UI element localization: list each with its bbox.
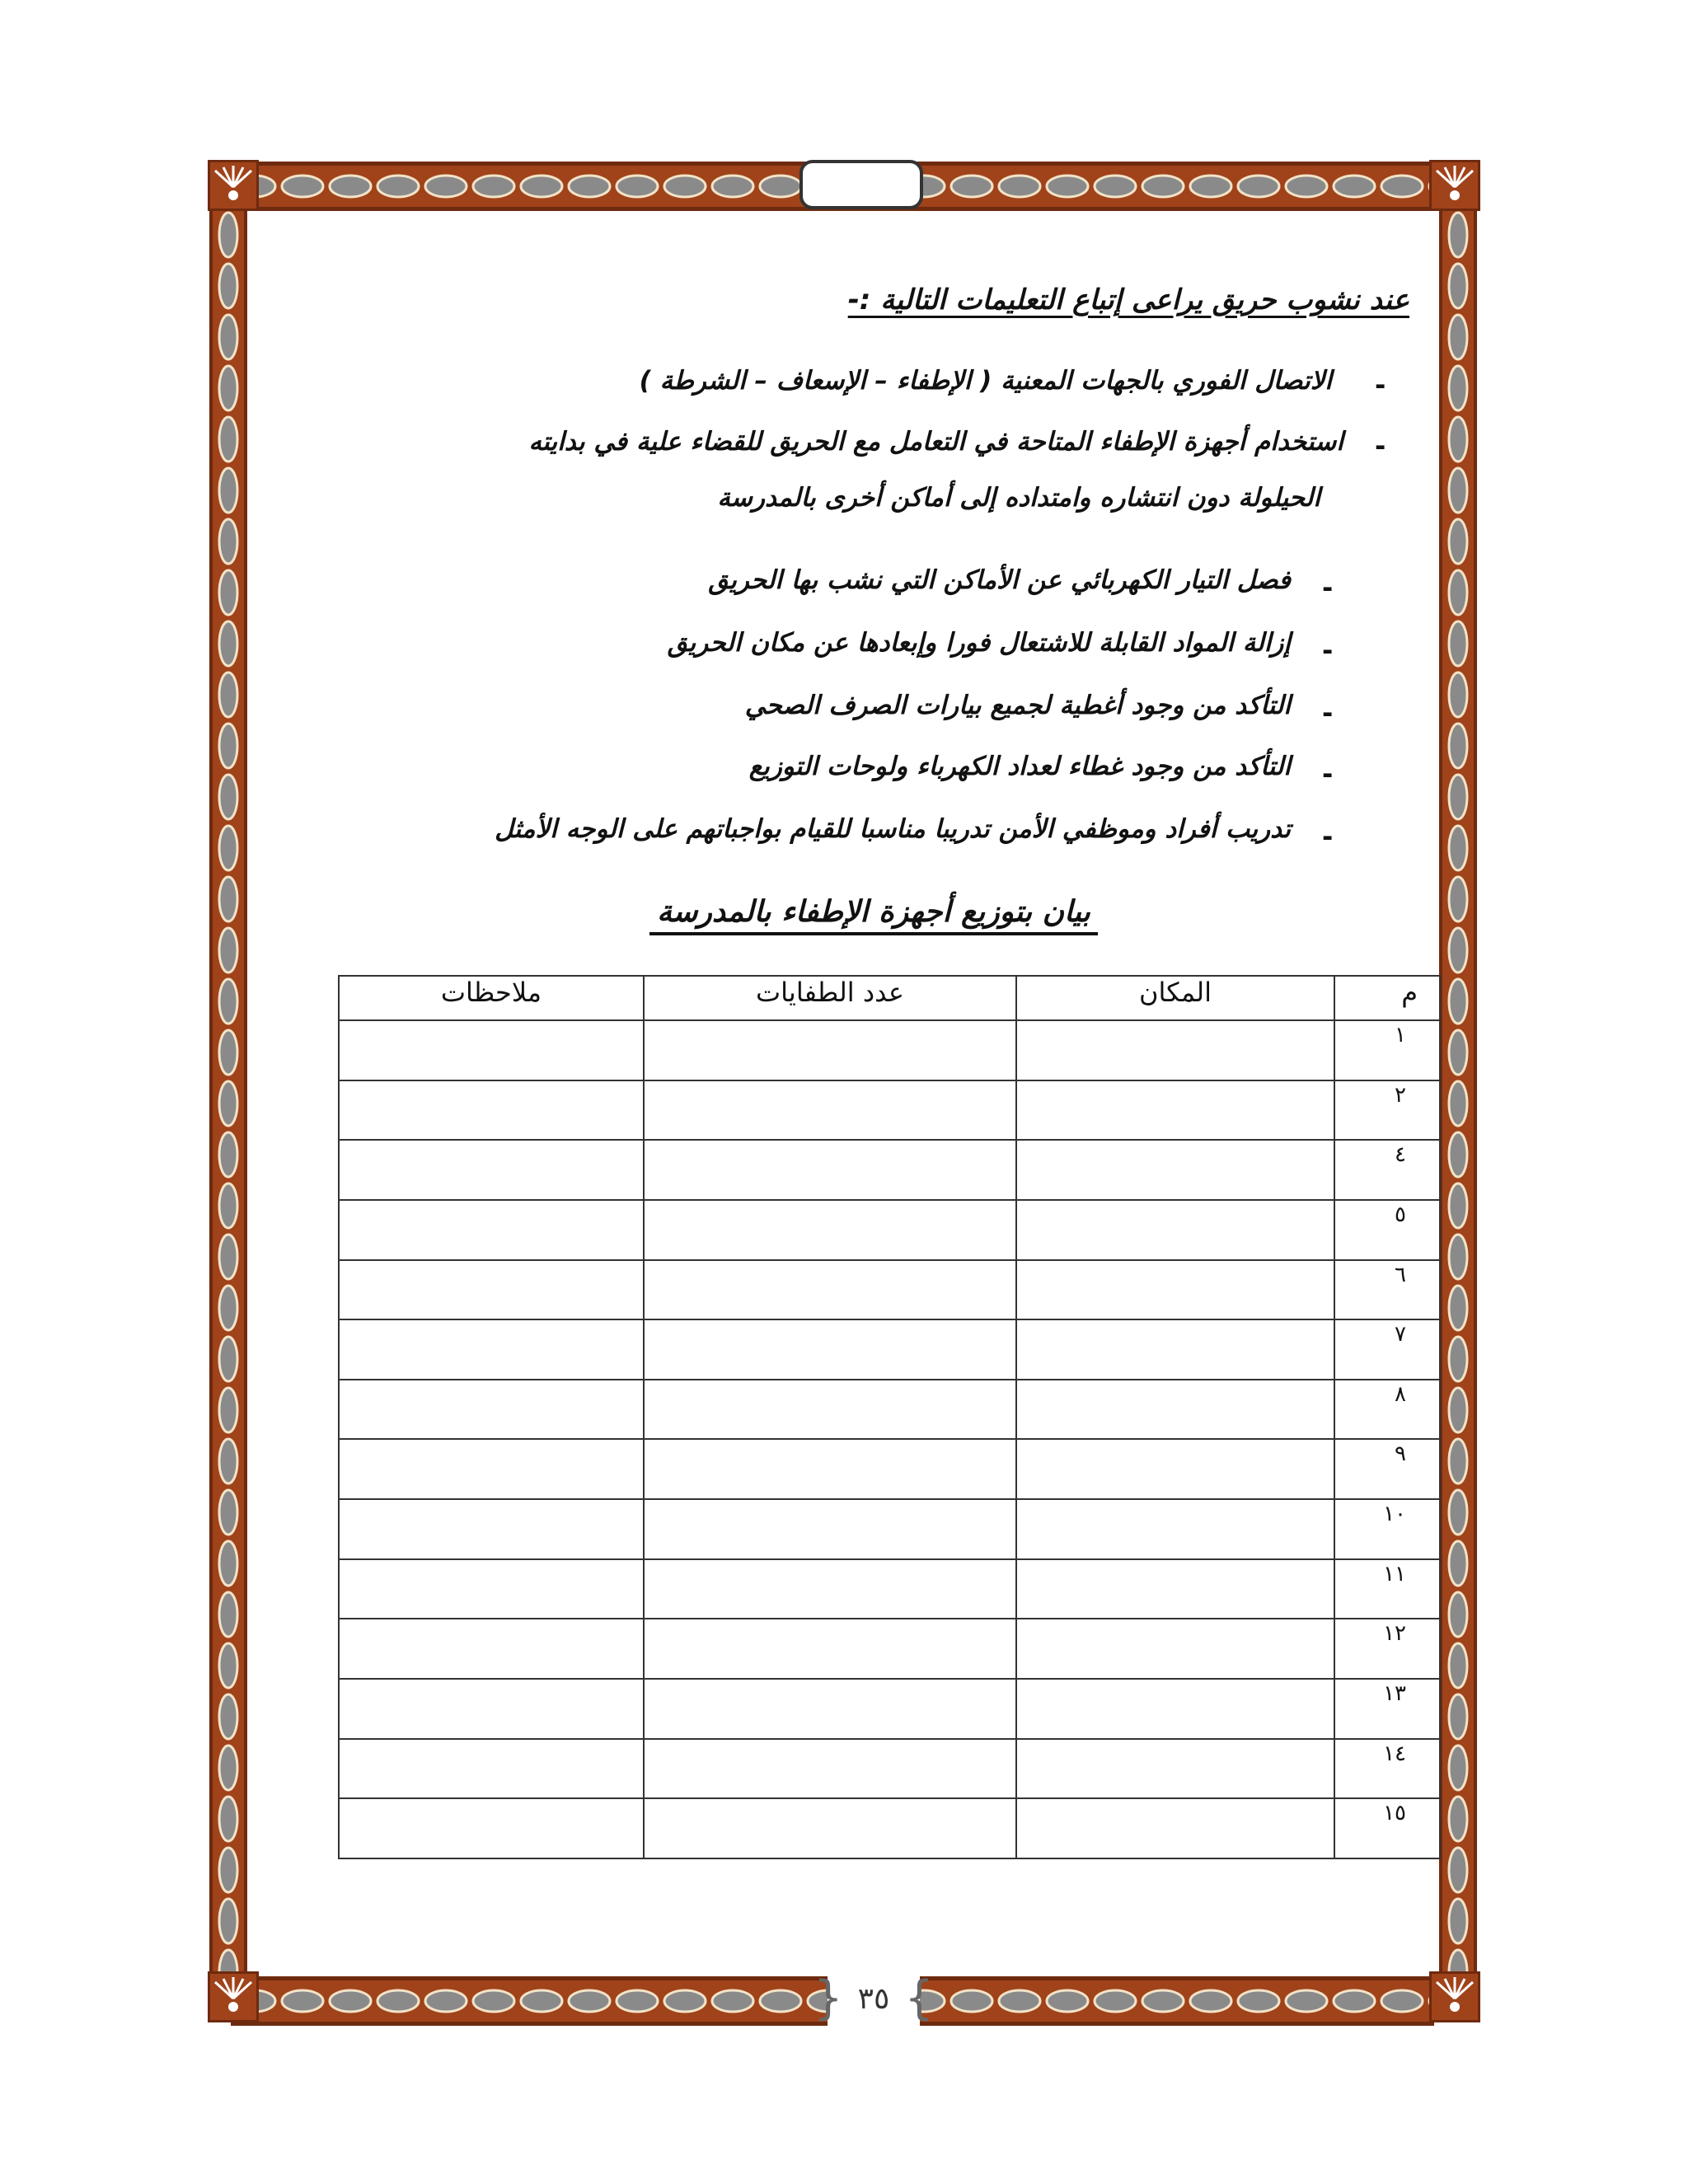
row-number: ٦ xyxy=(1334,1260,1440,1320)
extinguisher-count-cell[interactable] xyxy=(644,1380,1016,1440)
bullet-dash: - xyxy=(1322,821,1334,852)
location-cell[interactable] xyxy=(1016,1559,1334,1619)
bullet-dash: - xyxy=(1322,697,1334,729)
extinguisher-distribution-table xyxy=(338,975,1441,1859)
location-cell[interactable] xyxy=(1016,1319,1334,1380)
frame-corner-bottom-left xyxy=(208,1971,259,2022)
extinguisher-count-cell[interactable] xyxy=(644,1319,1016,1380)
location-cell[interactable] xyxy=(1016,1739,1334,1799)
table-row xyxy=(339,1739,1440,1799)
extinguisher-count-cell[interactable] xyxy=(644,1798,1016,1858)
extinguisher-count-cell[interactable] xyxy=(644,1020,1016,1080)
table-row xyxy=(339,1140,1440,1200)
extinguisher-count-cell[interactable] xyxy=(644,1140,1016,1200)
bullet-dash: - xyxy=(1375,430,1386,462)
starburst-icon xyxy=(1432,162,1478,209)
bracket-open: { xyxy=(904,1971,934,2025)
header-notes: ملاحظات xyxy=(339,976,644,1020)
table-row xyxy=(339,1679,1440,1739)
notes-cell[interactable] xyxy=(339,1260,644,1320)
location-cell[interactable] xyxy=(1016,1260,1334,1320)
instruction-item: إزالة المواد القابلة للاشتعال فورا وإبعادها عن مكان الحريق xyxy=(667,628,1291,658)
header-extinguisher-count: عدد الطفايات xyxy=(644,976,1016,1020)
extinguisher-count-cell[interactable] xyxy=(644,1559,1016,1619)
instruction-item: الحيلولة دون انتشاره وامتداده إلى أماكن أخرى بالمدرسة xyxy=(717,483,1320,513)
extinguisher-count-cell[interactable] xyxy=(644,1080,1016,1141)
location-cell[interactable] xyxy=(1016,1619,1334,1679)
notes-cell[interactable] xyxy=(339,1739,644,1799)
starburst-icon xyxy=(210,1974,256,2020)
row-number: ٧ xyxy=(1334,1319,1440,1380)
notes-cell[interactable] xyxy=(339,1559,644,1619)
table-row xyxy=(339,1798,1440,1858)
notes-cell[interactable] xyxy=(339,1200,644,1260)
table-row xyxy=(339,1020,1440,1080)
table-row xyxy=(339,1200,1440,1260)
frame-corner-bottom-right xyxy=(1429,1971,1480,2022)
frame-corner-top-left xyxy=(208,160,259,211)
row-number: ١١ xyxy=(1334,1559,1440,1619)
notes-cell[interactable] xyxy=(339,1679,644,1739)
location-cell[interactable] xyxy=(1016,1380,1334,1440)
extinguisher-count-cell[interactable] xyxy=(644,1439,1016,1499)
frame-right-pattern xyxy=(1442,209,1474,1975)
bullet-dash: - xyxy=(1322,572,1334,603)
extinguisher-count-cell[interactable] xyxy=(644,1619,1016,1679)
row-number: ١٤ xyxy=(1334,1739,1440,1799)
notes-cell[interactable] xyxy=(339,1380,644,1440)
instruction-item: التأكد من وجود غطاء لعداد الكهرباء ولوحات التوزيع xyxy=(748,752,1291,781)
row-number: ١٣ xyxy=(1334,1679,1440,1739)
extinguisher-count-cell[interactable] xyxy=(644,1679,1016,1739)
table-row xyxy=(339,1319,1440,1380)
row-number: ٥ xyxy=(1334,1200,1440,1260)
instruction-item: استخدام أجهزة الإطفاء المتاحة في التعامل مع الحريق للقضاء علية في بدايته xyxy=(528,427,1343,457)
frame-right-border xyxy=(1439,209,1477,1975)
table-row xyxy=(339,1439,1440,1499)
location-cell[interactable] xyxy=(1016,1499,1334,1559)
table-row xyxy=(339,1260,1440,1320)
notes-cell[interactable] xyxy=(339,1080,644,1141)
row-number: ٩ xyxy=(1334,1439,1440,1499)
table-row xyxy=(339,1619,1440,1679)
row-number: ١ xyxy=(1334,1020,1440,1080)
table-row xyxy=(339,1080,1440,1141)
starburst-icon xyxy=(210,162,256,209)
notes-cell[interactable] xyxy=(339,1439,644,1499)
location-cell[interactable] xyxy=(1016,1080,1334,1141)
table-header-row xyxy=(339,976,1440,1020)
table-row xyxy=(339,1499,1440,1559)
frame-left-pattern xyxy=(213,209,244,1975)
instruction-item: التأكد من وجود أغطية لجميع بيارات الصرف الصحي xyxy=(744,691,1291,720)
table-body xyxy=(339,1020,1440,1858)
frame-corner-top-right xyxy=(1429,160,1480,211)
row-number: ٢ xyxy=(1334,1080,1440,1141)
table-title: بيان بتوزيع أجهزة الإطفاء بالمدرسة xyxy=(649,895,1098,935)
extinguisher-count-cell[interactable] xyxy=(644,1200,1016,1260)
page-heading: عند نشوب حريق يراعى إتباع التعليمات التالية :- xyxy=(847,284,1409,316)
notes-cell[interactable] xyxy=(339,1499,644,1559)
location-cell[interactable] xyxy=(1016,1798,1334,1858)
location-cell[interactable] xyxy=(1016,1140,1334,1200)
bullet-dash: - xyxy=(1322,635,1334,666)
row-number: ١٥ xyxy=(1334,1798,1440,1858)
bracket-close: } xyxy=(814,1971,843,2025)
extinguisher-count-cell[interactable] xyxy=(644,1739,1016,1799)
table-row xyxy=(339,1559,1440,1619)
row-number: ٨ xyxy=(1334,1380,1440,1440)
bullet-dash: - xyxy=(1375,369,1386,401)
notes-cell[interactable] xyxy=(339,1319,644,1380)
instruction-item: الاتصال الفوري بالجهات المعنية ( الإطفاء – الإسعاف – الشرطة ) xyxy=(639,366,1332,396)
notes-cell[interactable] xyxy=(339,1140,644,1200)
frame-left-border xyxy=(209,209,247,1975)
page-number: ٣٥ xyxy=(857,1981,890,2016)
extinguisher-count-cell[interactable] xyxy=(644,1499,1016,1559)
notes-cell[interactable] xyxy=(339,1619,644,1679)
location-cell[interactable] xyxy=(1016,1200,1334,1260)
instruction-item: فصل التيار الكهربائي عن الأماكن التي نشب بها الحريق xyxy=(708,565,1291,595)
instruction-item: تدريب أفراد وموظفي الأمن تدريبا مناسبا للقيام بواجباتهم على الوجه الأمثل xyxy=(495,814,1291,844)
notes-cell[interactable] xyxy=(339,1798,644,1858)
row-number: ١٠ xyxy=(1334,1499,1440,1559)
header-number: م xyxy=(1334,976,1440,1020)
row-number: ١٢ xyxy=(1334,1619,1440,1679)
bullet-dash: - xyxy=(1322,758,1334,790)
location-cell[interactable] xyxy=(1016,1679,1334,1739)
frame-top-label-box xyxy=(799,160,923,209)
notes-cell[interactable] xyxy=(339,1020,644,1080)
starburst-icon xyxy=(1432,1974,1478,2020)
extinguisher-count-cell[interactable] xyxy=(644,1260,1016,1320)
location-cell[interactable] xyxy=(1016,1439,1334,1499)
page-number-box xyxy=(814,1971,934,2026)
location-cell[interactable] xyxy=(1016,1020,1334,1080)
table-row xyxy=(339,1380,1440,1440)
header-location: المكان xyxy=(1016,976,1334,1020)
row-number: ٤ xyxy=(1334,1140,1440,1200)
